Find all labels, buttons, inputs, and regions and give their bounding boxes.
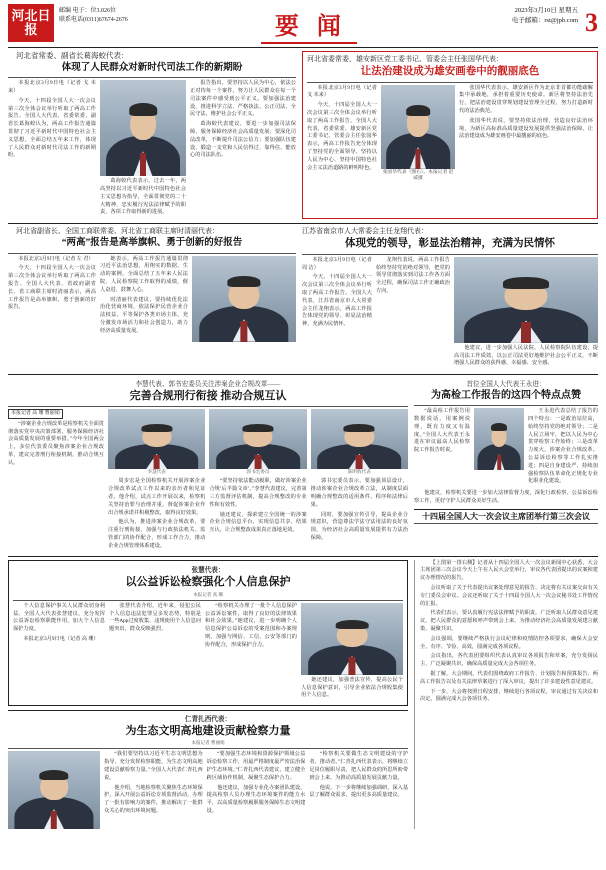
article-headline: 体现了人民群众对新时代司法工作的新期盼	[61, 62, 243, 73]
paragraph: 张国华代表说，要坚持依法治理，营造良好法治环境，为新区高标准高质量建设发展提供坚强法治保障，让法治建设成为雄安画卷中最靓丽的底色。	[459, 117, 593, 140]
article-byline: 本报记者 高 珊	[193, 591, 223, 597]
article-headline: 让法治建设成为雄安画卷中的靓丽底色	[360, 66, 540, 78]
article-top-right-highlight	[302, 51, 598, 219]
article-body-col-3	[190, 80, 296, 219]
paragraph: “要坚持依法能动履职，做好涉案企业合规‘后半篇文章’。”李慧代表建议，完善第三方监督评估机制，提高合规整改的专业性和有效性。	[209, 478, 307, 508]
article-dateline: 本报北京3月9日电（记者 戈 未来）	[307, 84, 377, 99]
article-headline: “两高”报告是高举旗帜、勇于创新的好报告	[61, 238, 243, 249]
article-photo-wrap	[381, 85, 455, 182]
masthead-contact-line-1: 邮编 电子：位3.026位	[59, 8, 117, 14]
paragraph: 个人信息保护事关人民群众切身利益。全国人大代表张慧建议，充分发挥公益诉讼检察职能作用，加大个人信息保护力度。	[13, 602, 105, 633]
page-number: 3	[585, 8, 598, 37]
portrait-photo	[192, 256, 296, 342]
article-shoulder: 江苏省南京市人大常委会主任龙翔代表：	[302, 227, 428, 236]
article-body-col-3	[459, 85, 593, 182]
article-body-col-1	[414, 408, 470, 488]
paragraph: 葛海蛟代表建议，要进一步加强司法保障，服务保障经济社会高质量发展；要深化司法改革，不断提升司法公信力；要加强队伍建设，锻造一支党和人民信得过、靠得住、能放心的司法队伍。	[190, 121, 296, 159]
article-shoulder: 河北省副省长、全国工商联常委、河北省工商联主席时清丽代表：	[16, 227, 219, 236]
bottom-row	[8, 560, 598, 830]
paragraph: “要加强生态环境和资源保护领域公益诉讼检察工作，用最严格制度最严密法治保护生态环境。”仁青扎西代表建议，建立健全跨区域协作机制，凝聚生态保护合力。	[206, 751, 306, 781]
article-second-right	[302, 227, 598, 370]
paragraph: “检察机关要做生态文明建设的守护者、推动者。”仁青扎西代表表示，将继续立足岗位履职尽责，把人民群众的所思所盼带到会上来，为推动高质量发展贡献力量。	[309, 751, 409, 781]
article-photo-wrap	[8, 751, 100, 829]
article-lead-col	[8, 409, 104, 552]
article-body-col-1	[13, 603, 105, 702]
paragraph: “涉案企业合规改革是检察机关全面贯彻落实党中央决策部署、服务保障经济社会高质量发展的重要举措。”今年全国两会上，多位代表委员聚焦涉案企业合规改革，建议完善刑行衔接机制，推动合规互认。	[8, 420, 104, 466]
article-dateline: 本报北京3月9日电（记者 高 珊）	[23, 635, 99, 642]
meeting-banner: 十四届全国人大一次会议主席团举行第三次会议	[422, 511, 590, 521]
article-mid	[8, 378, 408, 552]
article-photo-wrap	[454, 257, 598, 370]
masthead-meta	[490, 4, 598, 37]
paragraph: 他介绍，当地检察机关聚焦生态环境保护，深入开展公益诉讼专项监督活动，办理了一批有影响力的案件，推动解决了一批群众关心的突出环境问题。	[104, 784, 203, 814]
article-headline: 以公益诉讼检察强化个人信息保护	[125, 575, 291, 588]
paragraph: 代表们表示，要认真履行宪法法律赋予的职责，广泛听取人民群众意见建议，把人民群众的意愿和呼声带到会上来，为推动经济社会高质量发展建言献策、凝聚共识。	[420, 610, 598, 632]
article-photo-wrap	[100, 80, 186, 219]
masthead-contact	[59, 4, 128, 25]
article-body-col-3	[311, 478, 408, 552]
masthead	[8, 4, 598, 46]
second-row	[8, 227, 598, 370]
portrait-caption: 陈明辉代表	[347, 469, 371, 475]
paragraph: 张慧代表介绍，近年来，侵犯公民个人信息违法犯罪呈多发态势，特别是一些App过度收集、违规使用个人信息问题突出，群众反映强烈。	[109, 602, 201, 633]
top-row	[8, 51, 598, 219]
paragraph: 张国华代表表示，雄安新区作为北京非首都功能疏解集中承载地，承担着重要历史使命。新区将坚持法治先行，把法治建设贯穿规划建设管理全过程，努力打造新时代的法治典范。	[459, 84, 593, 115]
paragraph: 周步宏是全国检察机关开展涉案企业合规改革试点工作以来的亲历者和见证者。他介绍，试点工作开展以来，检察机关坚持治罪与治理并重，督促涉案企业作出合规承诺并积极整改，取得良好效果。	[108, 478, 206, 516]
article-body-col-1	[8, 256, 96, 342]
paragraph: “检察机关办理了一批个人信息保护公益诉讼案件，取得了良好的法律效果和社会效果。”她建议，进一步明确个人信息保护公益诉讼的受案范围和办案规则，加强与网信、工信、公安等部门的协作配合，形成保护合力。	[205, 602, 297, 648]
article-kicker: 李慧代表、郭书宏委员关注涉案企业合规改革——	[135, 381, 281, 389]
portrait-photo	[108, 409, 205, 469]
article-photo-wrap	[474, 408, 524, 488]
paragraph: “最高检工作报告用数据说话、用案例说理，既有力度又有温度。”全国人大代表王永进在审议最高人民检察院工作报告时说。	[414, 408, 470, 454]
article-second-left	[8, 227, 296, 370]
article-body-col-1	[8, 80, 96, 219]
paragraph: 会议听取了关于代表提出议案处理意见的报告，决定将有关议案交由有关专门委员会审议。会议还听取了关于十四届全国人大一次会议秘书处工作情况的汇报。	[420, 584, 598, 607]
paragraph: 今天，十四届全国人大一次会议第三次全体会议举行听取了两高工作报告。全国人大代表，省委常委、雄安新区党工委书记、管委会主任张国华表示，两高工作报告充分体现了坚持党的全面领导、坚持以人民为中心、坚持中国特色社会主义法治道路的鲜明特色。	[307, 102, 377, 171]
portrait-photo	[311, 409, 408, 469]
article-body-col-3	[309, 751, 408, 829]
paragraph: 今天，十四届全国人大一次会议第三次全体会议举行听取了两高工作报告。全国人大代表、江苏省南京市人大常委会主任龙翔表示，两高工作报告体现党的领导、彰显法治精神、充满为民情怀。	[302, 274, 372, 328]
paragraph: 他还建议，加强专业化办案团队建设，提高检察人员办理生态环境案件的能力水平，以高质量检察履职服务保障生态文明建设。	[206, 784, 306, 814]
article-body-col-2	[109, 603, 201, 702]
portrait-photo	[454, 257, 598, 343]
paragraph: 据了解，大会期间，代表们围绕政府工作报告、计划报告和预算报告、两高工作报告以及有关法律草案进行了深入审议，提出了许多建设性意见建议。	[420, 670, 598, 685]
paragraph: 她还建议，加强普法宣传，提高公民个人信息保护意识，引导企业依法合规收集使用个人信息。	[301, 676, 403, 699]
portrait-photo	[301, 603, 403, 675]
article-portraits-and-body	[108, 409, 408, 552]
masthead-section-title	[128, 4, 490, 44]
paragraph: 他认为，推进涉案企业合规改革，要注重行刑衔接，加强与行政执法机关、监管部门的协作配合，形成工作合力，推动企业合规管理体系建设。	[108, 519, 206, 549]
article-shoulder: 河北省常委、副省长葛海蛟代表：	[16, 51, 129, 60]
article-dateline: 本报北京3月9日电（记者 周 洁）	[302, 256, 372, 271]
article-headline: 为高检工作报告的这四个特点点赞	[431, 390, 581, 402]
paragraph: 会议指出，各代表团要组织代表认真审议各项报告和草案，充分发扬民主，广泛凝聚共识，确保高质量完成大会各项任务。	[420, 653, 598, 668]
article-dateline: 本报北京3月9日电（记者 戈 未来）	[8, 80, 96, 94]
article-bottom-left	[8, 560, 408, 830]
portrait-photo	[8, 751, 100, 829]
section-title-text: 要 闻	[261, 6, 357, 44]
paragraph: 龙翔代表说，两高工作报告始终坚持党的绝对领导，把党的领导贯彻落实到司法工作各方面全过程，确保司法工作正确政治方向。	[376, 256, 450, 294]
paragraph: 郭书宏委员表示，要加强顶层设计，推动涉案企业合规改革立法，从制度层面明确合规整改的适用条件、程序和法律后果。	[310, 478, 408, 508]
article-kicker: 张慧代表：	[191, 566, 225, 574]
paragraph: 时清丽代表建议，要持续优化法治化营商环境，依法保护民营企业合法权益，平等保护各类市场主体，充分激发市场活力和社会创造力，助力经济高质量发展。	[100, 296, 188, 334]
article-body-col-1	[302, 257, 372, 370]
article-headline: 体现党的领导，彰显法治精神，充满为民情怀	[345, 238, 555, 250]
article-body-col-3	[205, 603, 297, 702]
paragraph: 今天，十四届全国人大一次会议第三次全体会议举行听取了两高工作报告。全国人大代表、省委常委、副省长葛海蛟认为，两高工作报告通篇贯彻了习近平新时代中国特色社会主义思想，全面总结五年来工作，体现了人民群众对新时代司法工作的新期盼。	[8, 97, 96, 159]
article-body-col-2	[376, 257, 450, 370]
article-headline: 为生态文明高地建设贡献检察力量	[125, 725, 291, 738]
article-body-col-1	[307, 85, 377, 182]
paragraph: 同时，要加强宣传引导，提高企业合规意识，营造尊法学法守法用法的良好氛围，为经济社会高质量发展提供有力法治保障。	[310, 511, 408, 541]
article-body-col-3	[528, 408, 598, 488]
article-headline: 完善合规刑行衔接 推动合规互认	[129, 390, 287, 403]
article-shoulder: 河北省委常委，雄安新区党工委书记、管委会主任张国华代表：	[307, 55, 503, 63]
article-body-col-2	[207, 751, 306, 829]
article-mid-right	[414, 378, 598, 552]
article-photo-wrap	[301, 603, 403, 702]
paragraph: 【上图第一排右侧】记者从十四届全国人大一次会议新闻中心获悉，大会主席团第三次会议今天上午在人民大会堂举行，审议各代表团提出的议案和建议办理情况的报告。	[420, 559, 598, 582]
masthead-email: 电子邮箱：rst@jpb.com	[511, 17, 578, 25]
article-photo-wrap	[192, 256, 296, 342]
article-body-col-2	[100, 256, 188, 342]
paragraph: 王永进代表总结了报告的四个特点：一是政治站位高，始终坚持党的绝对领导；二是人民立场牢，把以人民为中心贯穿检察工作始终；三是改革力度大，涉案企业合规改革、公益诉讼检察等工作扎实推进；四是自身建设严，持续加强检察队伍革命化正规化专业化职业化建设。	[528, 408, 598, 485]
portrait-caption: 李慧代表	[147, 469, 166, 475]
byline-label: 本报记者 高 珊 曹丽娟	[8, 409, 63, 419]
masthead-contact-line-2: 联系电话(0311)67674-2676	[59, 17, 128, 23]
article-kicker: 首位全国人大代表王永进：	[466, 381, 546, 389]
article-bottom-far-right	[414, 560, 598, 830]
paragraph: 报告指出，要坚持以人民为中心，依法公正对待每一个案件，努力让人民群众在每一个司法案件中感受到公平正义。要加强法治建设，推进科学立法、严格执法、公正司法、全民守法，维护社会公平正义。	[190, 80, 296, 118]
paragraph: “我们要坚持以习近平生态文明思想为指导，充分发挥检察职能，为生态文明高地建设贡献检察力量。”全国人大代表仁青扎西说。	[104, 751, 203, 781]
article-dateline: 本报北京3月9日电（记者 左 君）	[18, 255, 94, 262]
masthead-date: 2023年3月10日 星期五	[514, 7, 578, 14]
article-body-col-1	[108, 478, 205, 552]
paragraph: 她表示，两高工作报告通篇贯彻习近平法治思想，用翔实的数据、生动的案例，全面总结了五年来人民法院、人民检察院工作取得的成绩，催人奋进、鼓舞人心。	[100, 255, 188, 293]
article-kicker: 仁青扎西代表：	[184, 716, 232, 724]
portrait-photo	[381, 85, 455, 169]
photo-caption: 张国华代表（图右）。本报记者 赵 威摄	[382, 169, 454, 181]
paragraph: 会议强调，要继续严格执行会议纪律和疫情防控各项要求，确保大会安全、有序、节俭、高效，圆满完成各项议程。	[420, 635, 598, 650]
portrait-photo	[209, 409, 306, 469]
portrait-cell	[209, 409, 306, 475]
article-top-left	[8, 51, 296, 219]
article-body-col-2	[209, 478, 306, 552]
newspaper-logo: 河北日报	[8, 4, 54, 42]
portrait-caption: 郭书宏委员	[246, 469, 270, 475]
article-byline: 本报记者 曹丽娟	[191, 740, 225, 746]
middle-row	[8, 378, 598, 552]
paragraph: 今天，十四届全国人大一次会议第三次全体会议举行听取了两高工作报告。全国人大代表、省政府副省长、省工商联主席时清丽表示，两高工作报告是高举旗帜、勇于创新的好报告。	[8, 265, 96, 311]
article-body-col-1	[104, 751, 203, 829]
paragraph: 下一步，大会将按照日程安排，继续进行各项议程，审议通过有关决议和决定，圆满完成大会各项任务。	[420, 688, 598, 703]
portrait-cell	[108, 409, 205, 475]
paragraph: 他建议，进一步加强人民法院、人民检察院队伍建设，提高司法工作质效，以公正司法更好地维护社会公平正义，不断增强人民群众的获得感、幸福感、安全感。	[454, 344, 598, 367]
portrait-photo	[100, 80, 186, 176]
paragraph: 她还建议，探索建立全国统一的涉案企业合规信息平台，实现信息共享、结果互认，让合规整改成果真正落地见效。	[209, 511, 307, 534]
masthead-rule	[8, 47, 598, 48]
paragraph: 葛海蛟代表表示，过去一年，两高坚持以习近平新时代中国特色社会主义思想为指导，全面贯彻党的二十大精神，忠实履行宪法法律赋予的职责，各项工作取得新的进展。	[100, 178, 186, 216]
portrait-photo	[474, 408, 524, 470]
portrait-cell	[311, 409, 408, 475]
paragraph: 他说，下一步将继续加强调研，深入基层了解群众需求，提出更多高质量建议。	[309, 784, 409, 799]
paragraph: 他建议，检察机关要进一步加大法律监督力度，深化行政检察、公益诉讼检察工作，更好守护人民群众美好生活。	[414, 490, 598, 504]
